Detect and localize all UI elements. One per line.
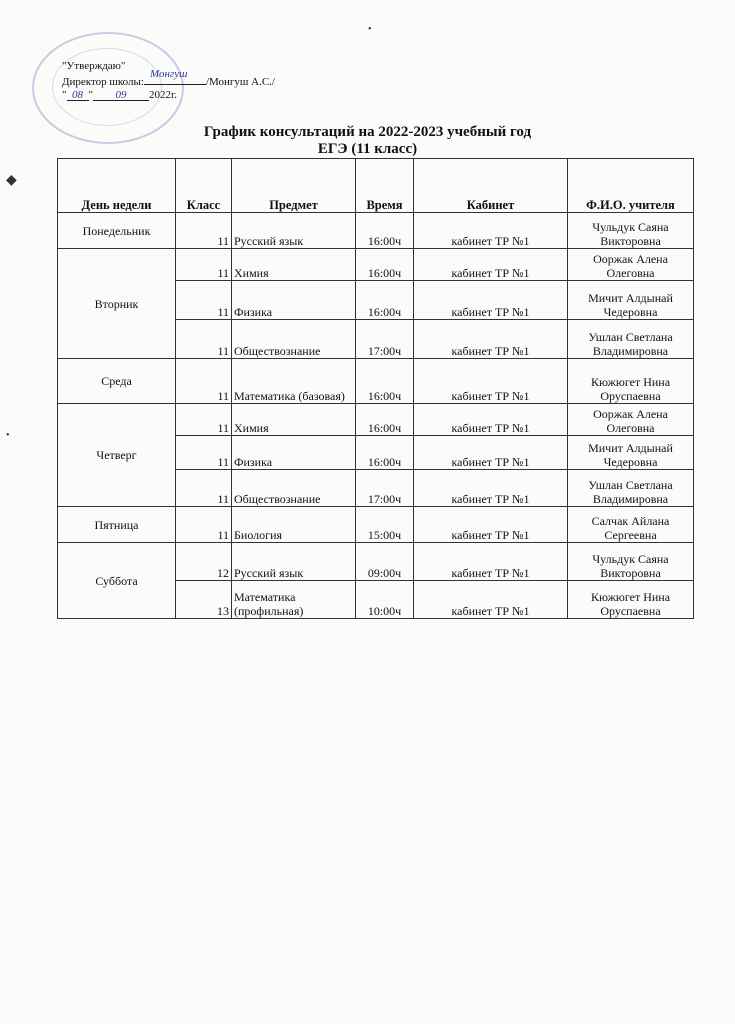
- cell-time: 15:00ч: [356, 507, 414, 543]
- date-month: 09: [93, 90, 149, 101]
- cell-subject: Физика: [232, 436, 356, 470]
- date-mid-quote: ": [88, 89, 93, 101]
- table-row: [58, 359, 694, 404]
- cell-teacher: Ооржак Алена Олеговна: [568, 404, 694, 436]
- day-monday: Понедельник: [58, 213, 176, 249]
- table-row: [58, 213, 694, 249]
- cell-teacher: Чульдук Саяна Викторовна: [568, 543, 694, 581]
- day-thursday: Четверг: [58, 404, 176, 507]
- director-name: /Монгуш А.С./: [205, 75, 275, 88]
- cell-time: 10:00ч: [356, 581, 414, 619]
- cell-time: 17:00ч: [356, 320, 414, 359]
- cell-class: 13: [176, 581, 232, 619]
- schedule-table: [57, 158, 694, 619]
- cell-subject: Математика (профильная): [232, 581, 356, 619]
- cell-room: кабинет ТР №1: [414, 470, 568, 507]
- cell-class: 11: [176, 507, 232, 543]
- cell-time: 16:00ч: [356, 404, 414, 436]
- day-friday: Пятница: [58, 507, 176, 543]
- cell-time: 16:00ч: [356, 249, 414, 281]
- table-row: [58, 507, 694, 543]
- cell-subject: Обществознание: [232, 470, 356, 507]
- header-class: Класс: [176, 159, 232, 213]
- cell-subject: Математика (базовая): [232, 359, 356, 404]
- signature-field: [144, 67, 206, 85]
- cell-subject: Физика: [232, 281, 356, 320]
- date-year: 2022г.: [149, 89, 178, 101]
- cell-room: кабинет ТР №1: [414, 281, 568, 320]
- cell-teacher: Ооржак Алена Олеговна: [568, 249, 694, 281]
- cell-teacher: Ушлан Светлана Владимировна: [568, 320, 694, 359]
- cell-time: 16:00ч: [356, 213, 414, 249]
- date-day: 08: [67, 90, 89, 101]
- cell-class: 11: [176, 359, 232, 404]
- cell-subject: Химия: [232, 404, 356, 436]
- scan-mark: ◆: [6, 173, 17, 188]
- director-label: Директор школы:: [62, 75, 144, 88]
- cell-room: кабинет ТР №1: [414, 404, 568, 436]
- document-subtitle: ЕГЭ (11 класс): [317, 141, 418, 157]
- document-title: График консультаций на 2022-2023 учебный год: [203, 124, 532, 140]
- cell-time: 16:00ч: [356, 281, 414, 320]
- cell-teacher: Мичит Алдынай Чедеровна: [568, 436, 694, 470]
- table-row: [58, 543, 694, 581]
- cell-time: 09:00ч: [356, 543, 414, 581]
- cell-subject: Химия: [232, 249, 356, 281]
- cell-teacher: Салчак Айлана Сергеевна: [568, 507, 694, 543]
- cell-teacher: Чульдук Саяна Викторовна: [568, 213, 694, 249]
- cell-room: кабинет ТР №1: [414, 359, 568, 404]
- day-tuesday: Вторник: [58, 249, 176, 359]
- date-open-quote: ": [62, 89, 67, 101]
- cell-subject: Обществознание: [232, 320, 356, 359]
- cell-teacher: Ушлан Светлана Владимировна: [568, 470, 694, 507]
- cell-class: 11: [176, 213, 232, 249]
- approval-block: [62, 60, 275, 103]
- cell-subject: Биология: [232, 507, 356, 543]
- table-row: [58, 249, 694, 281]
- director-line: [62, 67, 275, 90]
- table-row: [58, 404, 694, 436]
- scan-mark: •: [368, 24, 372, 35]
- cell-subject: Русский язык: [232, 213, 356, 249]
- cell-time: 17:00ч: [356, 470, 414, 507]
- cell-room: кабинет ТР №1: [414, 320, 568, 359]
- cell-room: кабинет ТР №1: [414, 249, 568, 281]
- cell-class: 12: [176, 543, 232, 581]
- cell-class: 11: [176, 404, 232, 436]
- date-line: [62, 89, 275, 103]
- header-subject: Предмет: [232, 159, 356, 213]
- cell-teacher: Кюжюгет Нина Оруспаевна: [568, 359, 694, 404]
- cell-time: 16:00ч: [356, 436, 414, 470]
- cell-teacher: Мичит Алдынай Чедеровна: [568, 281, 694, 320]
- cell-teacher: Кюжюгет Нина Оруспаевна: [568, 581, 694, 619]
- header-time: Время: [356, 159, 414, 213]
- cell-class: 11: [176, 470, 232, 507]
- approval-heading: "Утверждаю": [62, 60, 126, 72]
- header-day: День недели: [58, 159, 176, 213]
- cell-room: кабинет ТР №1: [414, 543, 568, 581]
- signature-scribble: Монгуш: [149, 67, 188, 80]
- cell-class: 11: [176, 249, 232, 281]
- cell-room: кабинет ТР №1: [414, 581, 568, 619]
- cell-room: кабинет ТР №1: [414, 507, 568, 543]
- cell-class: 11: [176, 281, 232, 320]
- day-wednesday: Среда: [58, 359, 176, 404]
- cell-class: 11: [176, 436, 232, 470]
- day-saturday: Суббота: [58, 543, 176, 619]
- cell-room: кабинет ТР №1: [414, 436, 568, 470]
- header-room: Кабинет: [414, 159, 568, 213]
- header-teacher: Ф.И.О. учителя: [568, 159, 694, 213]
- cell-time: 16:00ч: [356, 359, 414, 404]
- table-header-row: [58, 159, 694, 213]
- cell-class: 11: [176, 320, 232, 359]
- cell-subject: Русский язык: [232, 543, 356, 581]
- scan-mark: •: [6, 430, 10, 441]
- cell-room: кабинет ТР №1: [414, 213, 568, 249]
